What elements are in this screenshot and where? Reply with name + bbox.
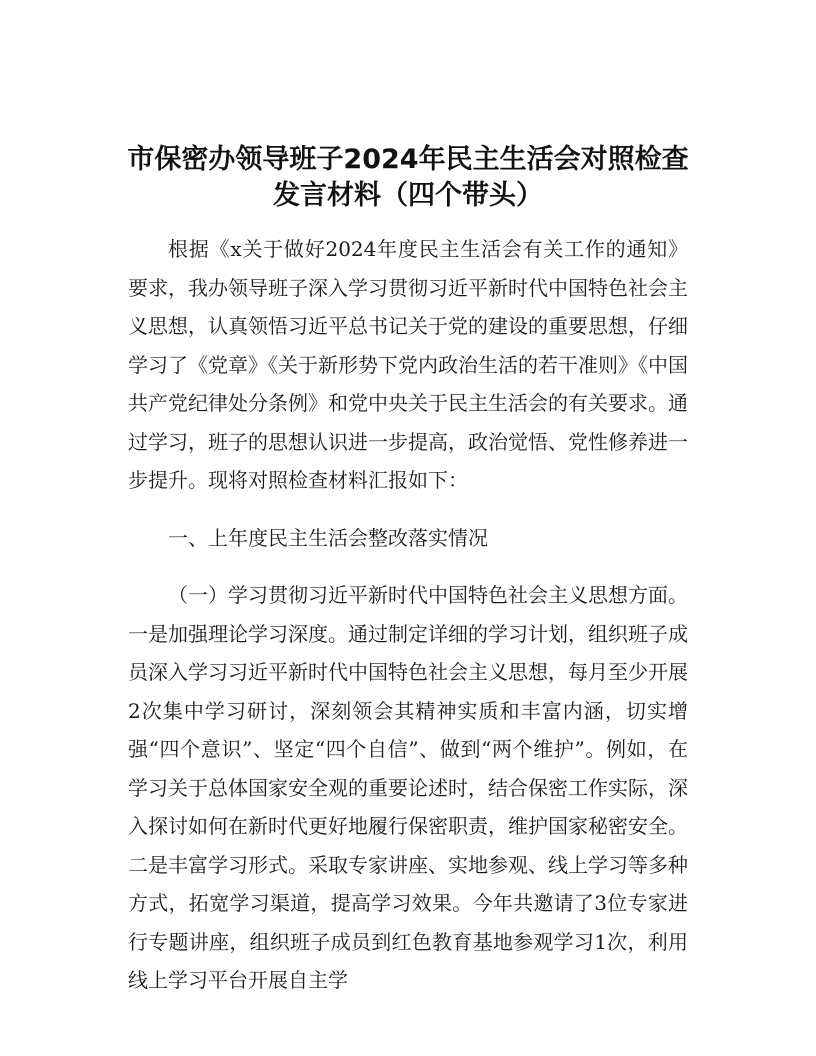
document-title-line-2: 发言材料（四个带头） xyxy=(273,180,543,211)
section-paragraph: （一）学习贯彻习近平新时代中国特色社会主义思想方面。一是加强理论学习深度。通过制定详细的学习计划，组织班子成员深入学习习近平新时代中国特色社会主义思想，每月至少开展2次集中学习研讨，深刻领会其精神实质和丰富内涵，切实增强“四个意识”、坚定“四个自信”、做到“两个维护”。例如，在学习关于总体国家安全观的重要论述时，结合保密工作实际，深入探讨如何在新时代更好地履行保密职责，维护国家秘密安全。二是丰富学习形式。采取专家讲座、实地参观、线上学习等多种方式，拓宽学习渠道，提高学习效果。今年共邀请了3位专家进行专题讲座，组织班子成员到红色教育基地参观学习1次，利用线上学习平台开展自主学 xyxy=(128,583,688,992)
document-body xyxy=(128,230,688,1000)
intro-paragraph: 根据《x关于做好2024年度民主生活会有关工作的通知》要求，我办领导班子深入学习贯彻习近平新时代中国特色社会主义思想，认真领悟习近平总书记关于党的建设的重要思想，仔细学习了《党章》《关于新形势下党内政治生活的若干准则》《中国共产党纪律处分条例》和党中央关于民主生活会的有关要求。通过学习，班子的思想认识进一步提高，政治觉悟、党性修养进一步提升。现将对照检查材料汇报如下： xyxy=(128,237,688,492)
document-title-line-1: 市保密办领导班子2024年民主生活会对照检查 xyxy=(127,144,689,175)
section-heading: 一、上年度民主生活会整改落实情况 xyxy=(168,525,488,550)
